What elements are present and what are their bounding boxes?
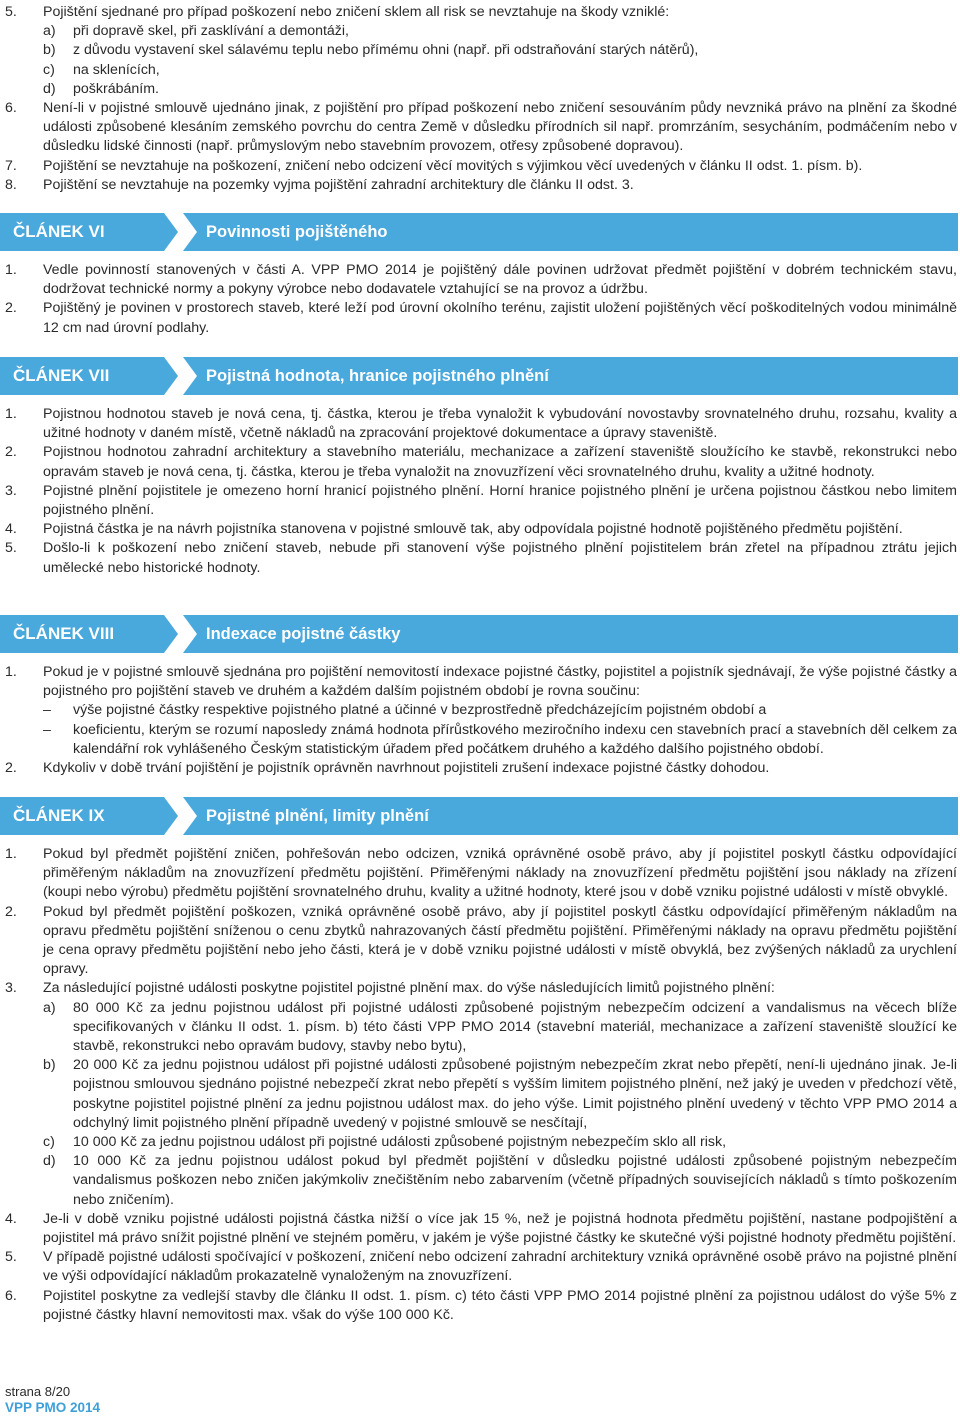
item-number: 5. bbox=[5, 1249, 17, 1266]
item-text: Kdykoliv v době trvání pojištění je pojistník oprávněn navrhnout pojistiteli zrušení indexace pojistné částky dohodou. bbox=[43, 760, 770, 777]
item-text: Pokud byl předmět pojištění zničen, pohřešován nebo odcizen, vzniká oprávněné osobě právo, aby jí pojistitel poskytl částku odpovídající přiměřeným nákladům na znovuzřízení předmětu pojištění. Přiměřenými náklady na znovuzřízení předmětu pojištění jsou náklady na zřízení (koupi nebo výrobu) předmětu pojištění srovnatelného druhu, kvality a užitné hodnoty, které jsou v době vzniku pojistné události v místě obvyklé. bbox=[43, 846, 957, 901]
item-text: Je-li v době vzniku pojistné události pojistná částka nižší o více jak 15 %, než je pojistná hodnota předmětu pojištění, nastane podpojištění a pojistitel má právo snížit pojistné plnění ve stejném poměru, v jakém je výše pojistné částky ke skutečné výši pojistné hodnoty předmětu pojištění. bbox=[43, 1210, 957, 1247]
article-body bbox=[0, 405, 960, 578]
article-label: ČLÁNEK VIII bbox=[0, 615, 164, 653]
article-label: ČLÁNEK VII bbox=[0, 357, 164, 395]
dash-bullet: – bbox=[43, 721, 51, 738]
item-text: Za následující pojistné události poskytne pojistitel pojistné plnění max. do výše následujících limitů pojistného plnění: bbox=[43, 980, 775, 997]
item-number: 1. bbox=[5, 262, 17, 278]
item-number: 3. bbox=[5, 980, 17, 997]
sub-text: 10 000 Kč za jednu pojistnou událost pokud byl předmět pojištění v důsledku pojistné události způsobené pojistným nebezpečím vandalismus poškozen nebo zničen jakýmkoliv znečištěním nebo zabarvením (včetně případných souvisejících nákladů s tímto poškozením nebo zničením). bbox=[73, 1153, 957, 1208]
item-text: Pojištěný je povinen v prostorech staveb, které leží pod úrovní okolního terénu, zajistit uložení pojištěných věcí poškoditelných vodou minimálně 12 cm nad úrovní podlahy. bbox=[43, 300, 957, 336]
article-header bbox=[0, 213, 958, 251]
article-label: ČLÁNEK VI bbox=[0, 213, 164, 251]
list-item bbox=[0, 3, 960, 195]
item-text: Pojistnou hodnotou zahradní architektury a stavebního materiálu, mechanizace a zařízení staveniště sloužícího ke stavbě, rekonstrukci nebo opravám staveb je nová cena, tj. částka, kterou je třeba vynaložit na znovuzřízení věci srovnatelného druhu, kvality a užitné hodnoty. bbox=[43, 444, 957, 480]
header-arrow bbox=[164, 357, 178, 395]
item-number: 6. bbox=[5, 100, 17, 117]
article-header bbox=[0, 357, 958, 395]
article-header bbox=[0, 797, 958, 835]
sub-text: 10 000 Kč za jednu pojistnou událost při pojistné události způsobené pojistným nebezpečím sklo all risk, bbox=[73, 1134, 727, 1151]
article-title: Indexace pojistné částky bbox=[183, 615, 958, 653]
item-text: Není-li v pojistné smlouvě ujednáno jinak, z pojištění pro případ poškození nebo zničení sesouváním půdy nevzniká právo na plnění za škodné události způsobené klesáním zemského povrchu do centra Země v důsledku přírodních sil např. promrzáním, sesycháním, podmáčením nebo v důsledku lidské činnosti (např. průmyslovým nebo stavebním provozem, otřesy způsobené dopravou). bbox=[43, 100, 957, 155]
article-label: ČLÁNEK IX bbox=[0, 797, 164, 835]
header-arrow bbox=[164, 615, 178, 653]
sub-letter: a) bbox=[43, 23, 56, 40]
sub-text: výše pojistné částky respektive pojistného platné a účinné v bezprostředně předcházejícím pojistném období a bbox=[73, 702, 767, 719]
sub-letter: c) bbox=[43, 1134, 55, 1151]
item-number: 1. bbox=[5, 406, 17, 422]
item-number: 2. bbox=[5, 903, 17, 920]
page-number: strana 8/20 bbox=[5, 1384, 71, 1399]
dash-bullet: – bbox=[43, 702, 51, 719]
header-arrow bbox=[164, 213, 178, 251]
article-body bbox=[0, 663, 960, 778]
sub-text: poškrábáním. bbox=[73, 80, 159, 97]
item-number: 1. bbox=[5, 664, 17, 680]
item-number: 5. bbox=[5, 540, 17, 557]
item-text: Pojistnou hodnotou staveb je nová cena, tj. částka, kterou je třeba vynaložit k vybudování novostavby srovnatelného druhu, rozsahu, kvality a užitné hodnoty v daném místě, včetně nákladů na zpracování projektové dokumentace a úpravy staveniště. bbox=[43, 406, 957, 442]
sub-letter: b) bbox=[43, 42, 56, 59]
item-text: Pojistné plnění pojistitele je omezeno horní hranicí pojistného plnění. Horní hranice pojistného plnění je určena pojistnou částkou nebo limitem pojistného plnění. bbox=[43, 482, 957, 519]
item-text: V případě pojistné události spočívající v poškození, zničení nebo odcizení zahradní architektury vzniká oprávněné osobě právo na pojistné plnění ve výši odpovídající nákladům prokazatelně vynaloženým na znovuzřízení. bbox=[43, 1249, 957, 1285]
sub-letter: d) bbox=[43, 1153, 56, 1170]
sub-letter: d) bbox=[43, 80, 56, 97]
sub-text: 80 000 Kč za jednu pojistnou událost při pojistné události způsobené pojistným nebezpečím odcizení a vandalismus na věcech blíže specifikovaných v článku II odst. 1. písm. b) této části VPP PMO 2014 (stavební materiál, mechanizace a zařízení staveniště sloužící ke stavbě, rekonstrukci nebo opravám budovy, stavby nebo bytu), bbox=[73, 999, 957, 1055]
sub-text: 20 000 Kč za jednu pojistnou událost při pojistné události způsobené pojistným nebezpečím zkrat nebo přepětí, není-li ujednáno jinak. Je-li pojistnou smlouvou sjednáno pojistné nebezpečí zkrat nebo přepětí s vyšším limitem pojistného plnění, než jaký je uveden v předchozí větě, poskytne pojistitel pojistné plnění za jednu pojistnou událost max. do jeho výše. Limit pojistného plnění uvedený v těchto VPP PMO 2014 a odchylný limit pojistného plnění případně uvedený v pojistné smlouvě se nesčítají, bbox=[73, 1057, 957, 1131]
item-text: Pokud je v pojistné smlouvě sjednána pro pojištění nemovitostí indexace pojistné částky, pojistitel a pojistník sjednávají, že výše pojistné částky a pojistného pro pojištění staveb ve druhém a každém dalším pojistném období je rovna součinu: bbox=[43, 664, 957, 700]
sub-letter: c) bbox=[43, 61, 55, 78]
item-number: 4. bbox=[5, 1210, 17, 1227]
header-notch bbox=[183, 213, 197, 251]
article-body bbox=[0, 261, 960, 338]
item-number: 7. bbox=[5, 157, 17, 174]
article-header bbox=[0, 615, 958, 653]
item-text: Vedle povinností stanovených v části A. VPP PMO 2014 je pojištěný dále povinen udržovat předmět pojištění v dobrém technickém stavu, dodržovat technické normy a pokyny výrobce nebo dodavatele vztahující se na provoz a údržbu. bbox=[43, 262, 957, 298]
item-number: 1. bbox=[5, 846, 17, 862]
sub-text: při dopravě skel, při zasklívání a demontáži, bbox=[73, 23, 349, 40]
item-text: Pojistitel poskytne za vedlejší stavby dle článku II odst. 1. písm. c) této části VPP PMO 2014 pojistné plnění za pojistnou událost do výše 5% z pojistné částky hlavní nemovitosti max. však do výše 100 000 Kč. bbox=[43, 1287, 957, 1323]
article-title: Povinnosti pojištěného bbox=[183, 213, 958, 251]
header-notch bbox=[183, 615, 197, 653]
header-notch bbox=[183, 357, 197, 395]
item-number: 4. bbox=[5, 521, 17, 538]
item-number: 3. bbox=[5, 482, 17, 499]
sub-letter: a) bbox=[43, 999, 56, 1016]
header-arrow bbox=[164, 797, 178, 835]
item-text: Pojistná částka je na návrh pojistníka stanovena v pojistné smlouvě tak, aby odpovídala pojistné hodnotě pojištěného předmětu pojištění. bbox=[43, 521, 903, 538]
item-text: Pojištění se nevztahuje na poškození, zničení nebo odcizení věcí movitých s výjimkou věcí uvedených v článku II odst. 1. písm. b). bbox=[43, 157, 863, 174]
sub-text: koeficientu, kterým se rozumí naposledy známá hodnota přírůstkového meziročního indexu cen stavebních prací a stavebních děl celkem za kalendářní rok vyhlášeného Českým statistickým úřadem před počátkem druhého a každého dalšího pojistného období. bbox=[73, 721, 957, 757]
item-number: 2. bbox=[5, 760, 17, 777]
footer-brand: VPP PMO 2014 bbox=[5, 1400, 101, 1415]
item-text: Pojištění se nevztahuje na pozemky vyjma pojištění zahradní architektury dle článku II odst. 3. bbox=[43, 176, 634, 193]
item-number: 8. bbox=[5, 176, 17, 193]
item-number: 2. bbox=[5, 444, 17, 461]
item-number: 6. bbox=[5, 1287, 17, 1304]
item-number: 5. bbox=[5, 4, 17, 20]
header-notch bbox=[183, 797, 197, 835]
sub-text: na sklenících, bbox=[73, 61, 160, 78]
sub-text: z důvodu vystavení skel sálavému teplu nebo přímému ohni (např. při odstraňování starých nátěrů), bbox=[73, 42, 699, 59]
item-text: Pojištění sjednané pro případ poškození nebo zničení sklem all risk se nevztahuje na škody vzniklé: bbox=[43, 4, 670, 20]
item-number: 2. bbox=[5, 300, 17, 317]
article-title: Pojistné plnění, limity plnění bbox=[183, 797, 958, 835]
item-text: Pokud byl předmět pojištění poškozen, vzniká oprávněné osobě právo, aby jí pojistitel poskytl částku odpovídající přiměřeným nákladům na opravu předmětu pojištění sníženou o cenu zbytků nahrazovaných částí předmětu pojištění. Přiměřenými náklady na opravu předmětu pojištění je cena opravy předmětu pojištění nebo jeho části, která je v době vzniku pojistné události v místě obvyklá, bez zvýšených nákladů za urychlení opravy. bbox=[43, 903, 957, 978]
item-text: Došlo-li k poškození nebo zničení staveb, nebude při stanovení výše pojistného plnění pojistitelem brán zřetel na případnou ztrátu jejich umělecké nebo historické hodnoty. bbox=[43, 540, 957, 576]
article-body bbox=[0, 845, 960, 1325]
sub-letter: b) bbox=[43, 1057, 56, 1074]
article-title: Pojistná hodnota, hranice pojistného plnění bbox=[183, 357, 958, 395]
